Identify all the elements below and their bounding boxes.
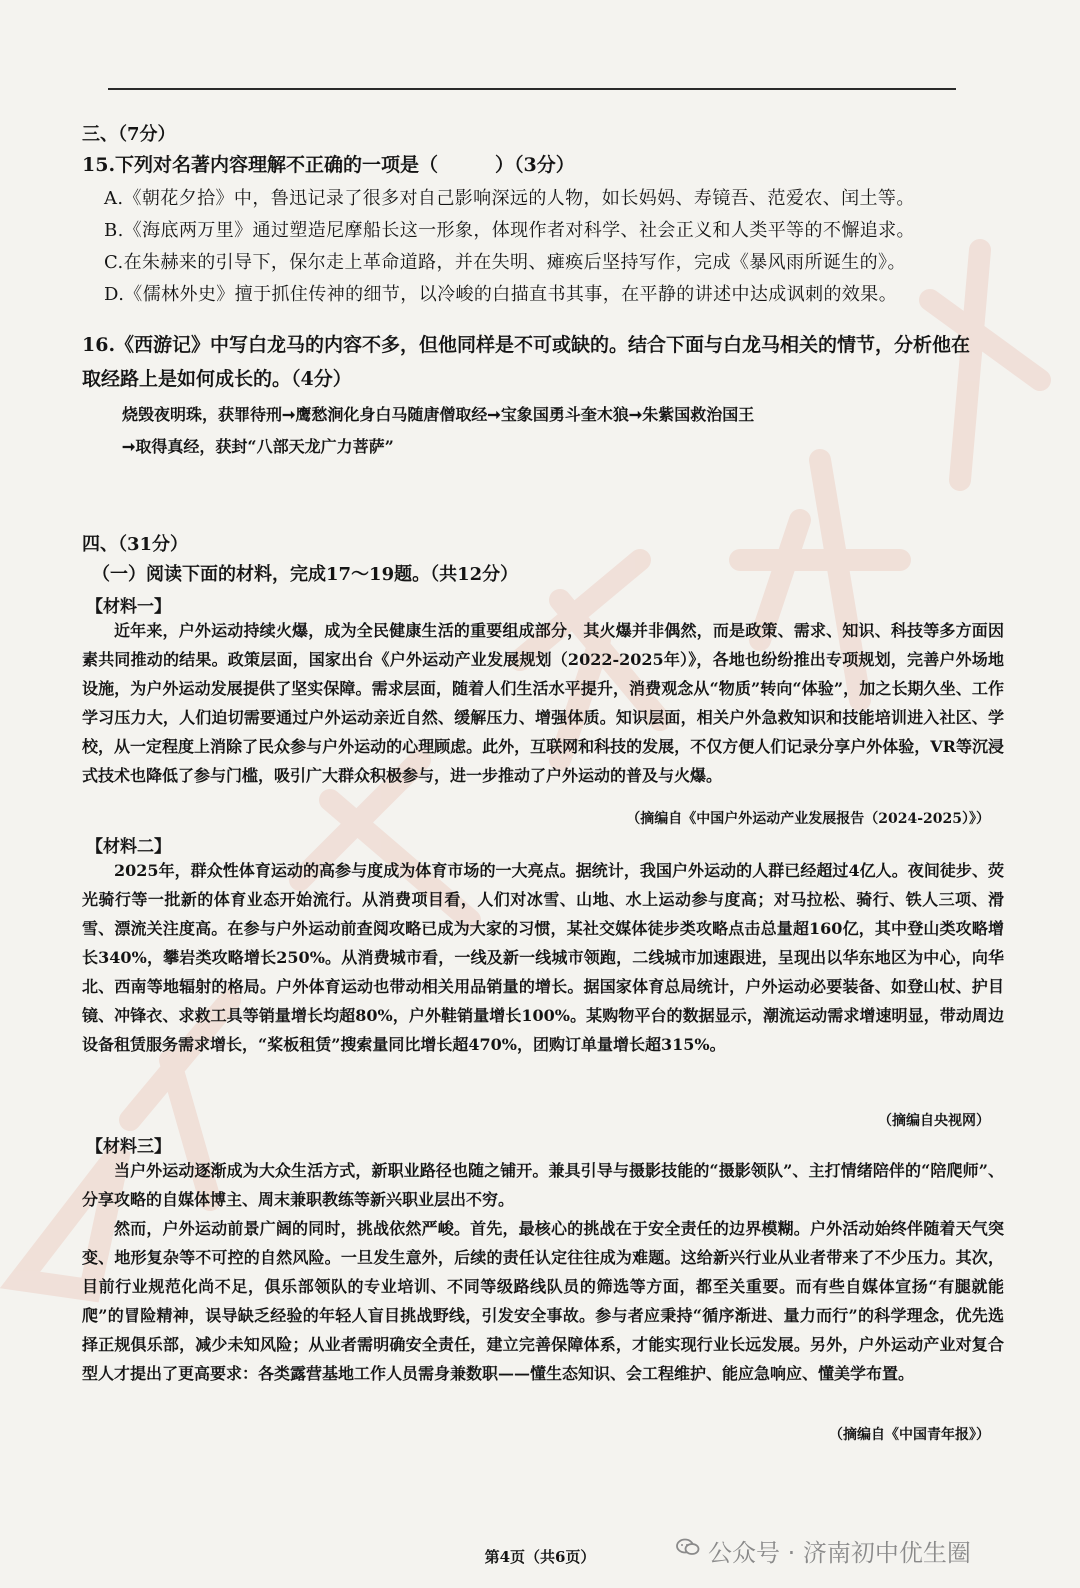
material-1-label: 【材料一】 — [86, 597, 171, 617]
material-3-paragraph-1: 当户外运动逐渐成为大众生活方式，新职业路径也随之铺开。兼具引导与摄影技能的“摄影领队”、主打情绪陪伴的“陪爬师”、分享攻略的自媒体博主、周末兼职教练等新兴职业层出不穷。 — [82, 1161, 1004, 1209]
section-4-header: 四、（31分） — [82, 534, 189, 555]
page-number: 第4页（共6页） — [484, 1548, 596, 1566]
q15-option-b: B.《海底两万里》通过塑造尼摩船长这一形象，体现作者对科学、社会正义和人类平等的不懈追求。 — [104, 220, 915, 241]
material-2-source: （摘编自央视网） — [878, 1113, 990, 1129]
section-4-sub-header: （一）阅读下面的材料，完成17～19题。（共12分） — [92, 564, 519, 585]
question-16-stem-line1: 16.《西游记》中写白龙马的内容不多，但他同样是不可或缺的。结合下面与白龙马相关的情节，分析他在 — [82, 334, 971, 356]
wechat-icon — [676, 1538, 700, 1556]
q16-plot-flow-line1: 烧毁夜明珠，获罪待刑➞鹰愁涧化身白马随唐僧取经➞宝象国勇斗奎木狼➞朱紫国救治国王 — [122, 405, 755, 424]
account-watermark: 公众号 · 济南初中优生圈 — [708, 1539, 971, 1567]
material-2-label: 【材料二】 — [86, 837, 171, 857]
material-3-source: （摘编自《中国青年报》） — [829, 1427, 990, 1443]
question-15-stem: 15.下列对名著内容理解不正确的一项是（ ）（3分） — [82, 154, 575, 176]
material-3-paragraph-2: 然而，户外运动前景广阔的同时，挑战依然严峻。首先，最核心的挑战在于安全责任的边界模糊。户外活动始终伴随着天气突变、地形复杂等不可控的自然风险。一旦发生意外，后续的责任认定往往成为难题。这给新兴行业从业者带来了不少压力。其次，目前行业规范化尚不足，俱乐部领队的专业培训、不同等级路线队员的筛选等方面，都至关重要。而有些自媒体宣扬“有腿就能爬”的冒险精神，误导缺乏经验的年轻人盲目挑战野线，引发安全事故。参与者应秉持“循序渐进、量力而行”的科学理念，优先选择正规俱乐部，减少未知风险；从业者需明确安全责任，建立完善保障体系，才能实现行业长远发展。另外，户外运动产业对复合型人才提出了更高要求：各类露营基地工作人员需身兼数职——懂生态知识、会工程维护、能应急响应、懂美学布置。 — [82, 1219, 1004, 1383]
section-3-header: 三、（7分） — [82, 124, 176, 145]
q16-plot-flow-line2: ➞取得真经，获封“八部天龙广力菩萨” — [122, 437, 394, 456]
material-1-text: 近年来，户外运动持续火爆，成为全民健康生活的重要组成部分，其火爆并非偶然，而是政策、需求、知识、科技等多方面因素共同推动的结果。政策层面，国家出台《户外运动产业发展规划（2022-2025年）》，各地也纷纷推出专项规划，完善户外场地设施，为户外运动发展提供了坚实保障。需求层面，随着人们生活水平提升，消费观念从“物质”转向“体验”，加之长期久坐、工作学习压力大，人们迫切需要通过户外运动亲近自然、缓解压力、增强体质。知识层面，相关户外急救知识和技能培训进入社区、学校，从一定程度上消除了民众参与户外运动的心理顾虑。此外，互联网和科技的发展，不仅方便人们记录分享户外体验，VR等沉浸式技术也降低了参与门槛，吸引广大群众积极参与，进一步推动了户外运动的普及与火爆。 — [82, 621, 1004, 785]
question-16-stem-line2: 取经路上是如何成长的。（4分） — [82, 368, 352, 390]
q15-option-c: C.在朱赫来的引导下，保尔走上革命道路，并在失明、瘫痪后坚持写作，完成《暴风雨所诞生的》。 — [104, 252, 906, 273]
q15-option-d: D.《儒林外史》擅于抓住传神的细节，以冷峻的白描直书其事，在平静的讲述中达成讽刺的效果。 — [104, 284, 898, 305]
material-1-source: （摘编自《中国户外运动产业发展报告（2024-2025）》） — [626, 811, 990, 827]
q15-option-a: A.《朝花夕拾》中，鲁迅记录了很多对自己影响深远的人物，如长妈妈、寿镜吾、范爱农、闰土等。 — [104, 188, 915, 209]
material-3-label: 【材料三】 — [86, 1137, 171, 1157]
top-rule — [108, 88, 956, 90]
material-2-text: 2025年，群众性体育运动的高参与度成为体育市场的一大亮点。据统计，我国户外运动的人群已经超过4亿人。夜间徒步、荧光骑行等一批新的体育业态开始流行。从消费项目看，人们对冰雪、山地、水上运动参与度高；对马拉松、骑行、铁人三项、滑雪、漂流关注度高。在参与户外运动前查阅攻略已成为大家的习惯，某社交媒体徒步类攻略点击总量超160亿，其中登山类攻略增长340%，攀岩类攻略增长250%。从消费城市看，一线及新一线城市领跑，二线城市加速跟进，呈现出以华东地区为中心，向华北、西南等地辐射的格局。户外体育运动也带动相关用品销量的增长。据国家体育总局统计，户外运动必要装备、如登山杖、护目镜、冲锋衣、求救工具等销量增长均超80%，户外鞋销量增长100%。某购物平台的数据显示，潮流运动需求增速明显，带动周边设备租赁服务需求增长，“桨板租赁”搜索量同比增长超470%，团购订单量增长超315%。 — [82, 861, 1004, 1054]
